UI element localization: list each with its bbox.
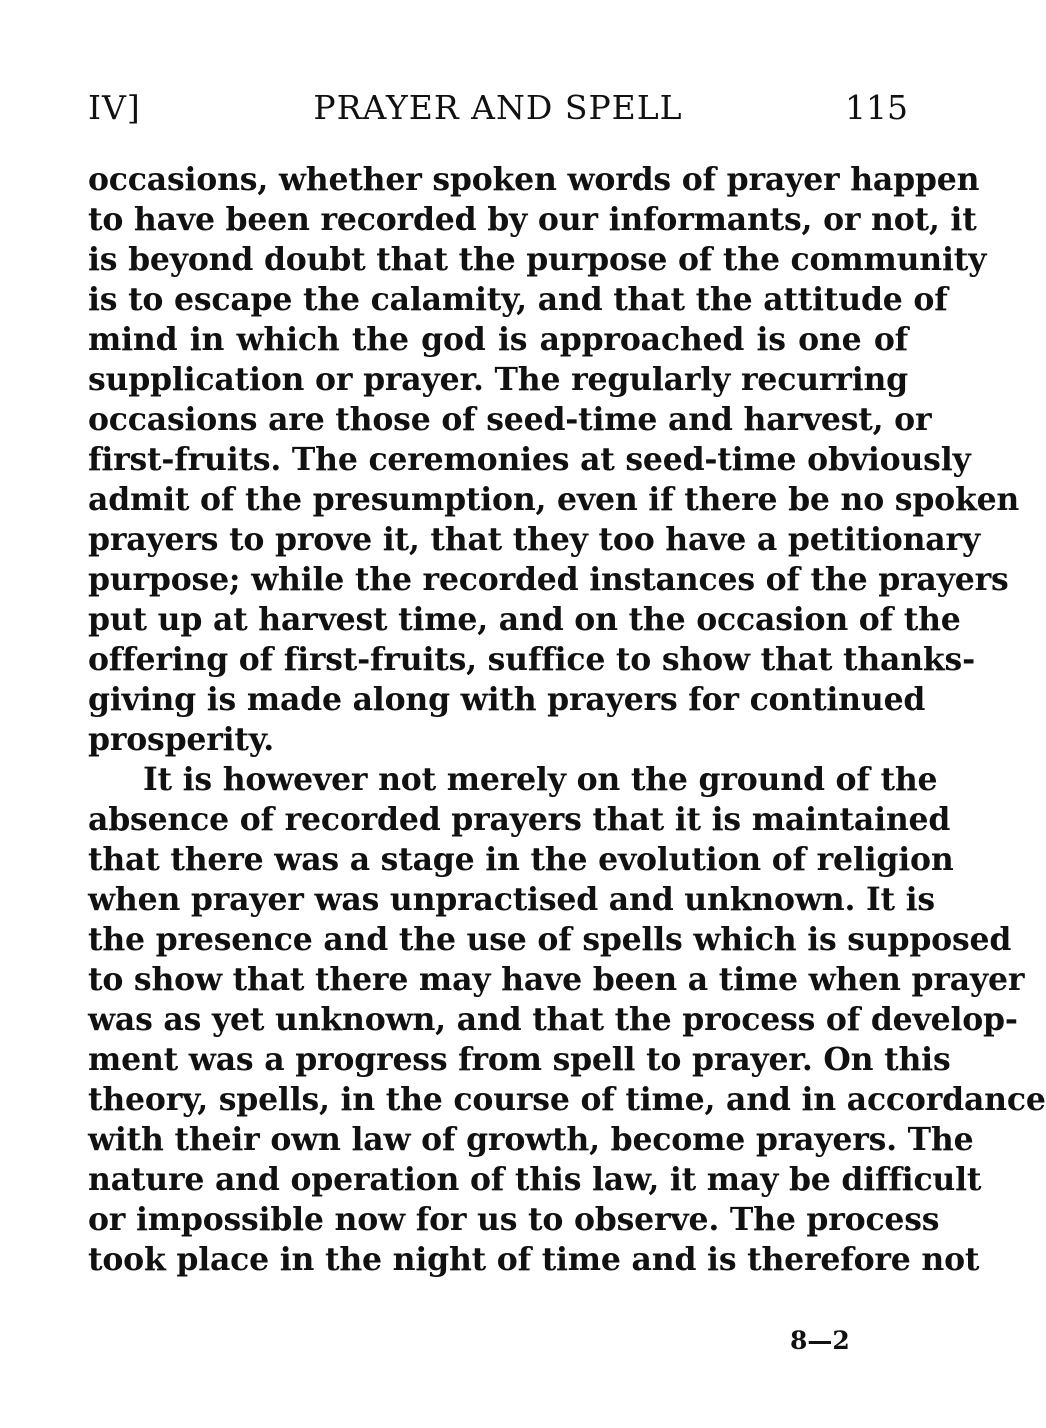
text-line: took place in the night of time and is therefore not [88,1241,980,1278]
text-line: supplication or prayer. The regularly recurring [88,361,908,398]
text-line: prayers to prove it, that they too have a petitionary [88,521,980,558]
text-line: admit of the presumption, even if there be no spoken [88,481,1020,518]
text-line: ment was a progress from spell to prayer. On this [88,1041,951,1078]
signature-mark: 8—2 [790,1326,850,1355]
text-line: occasions, whether spoken words of prayer happen [88,161,980,198]
text-line: with their own law of growth, become prayers. The [88,1121,974,1158]
text-line: absence of recorded prayers that it is maintained [88,801,951,838]
text-line: is beyond doubt that the purpose of the community [88,241,987,278]
text-line: mind in which the god is approached is one of [88,321,908,358]
text-line: or impossible now for us to observe. The process [88,1201,940,1238]
text-line: to show that there may have been a time when prayer [88,961,1025,998]
text-line: prosperity. [88,721,275,758]
text-line: occasions are those of seed-time and harvest, or [88,401,932,438]
page-number: 115 [845,88,908,127]
running-header [88,88,908,132]
body-text [88,160,1046,1280]
text-line: was as yet unknown, and that the process of develop- [88,1001,1018,1038]
text-line: giving is made along with prayers for continued [88,681,926,718]
paragraph [88,760,1046,1280]
text-line: the presence and the use of spells which is supposed [88,921,1012,958]
paragraph [88,160,1020,760]
text-line: It is however not merely on the ground of the [143,761,938,798]
text-line: to have been recorded by our informants, or not, it [88,201,977,238]
text-line: that there was a stage in the evolution of religion [88,841,954,878]
text-line: theory, spells, in the course of time, and in accordance [88,1081,1046,1118]
text-line: put up at harvest time, and on the occasion of the [88,601,961,638]
text-line: first-fruits. The ceremonies at seed-time obviously [88,441,971,478]
running-title: PRAYER AND SPELL [313,88,683,127]
text-line: purpose; while the recorded instances of the prayers [88,561,1009,598]
text-line: offering of first-fruits, suffice to show that thanks- [88,641,975,678]
text-line: nature and operation of this law, it may be difficult [88,1161,982,1198]
chapter-number: IV] [88,88,141,127]
text-line: is to escape the calamity, and that the attitude of [88,281,948,318]
text-line: when prayer was unpractised and unknown. It is [88,881,935,918]
